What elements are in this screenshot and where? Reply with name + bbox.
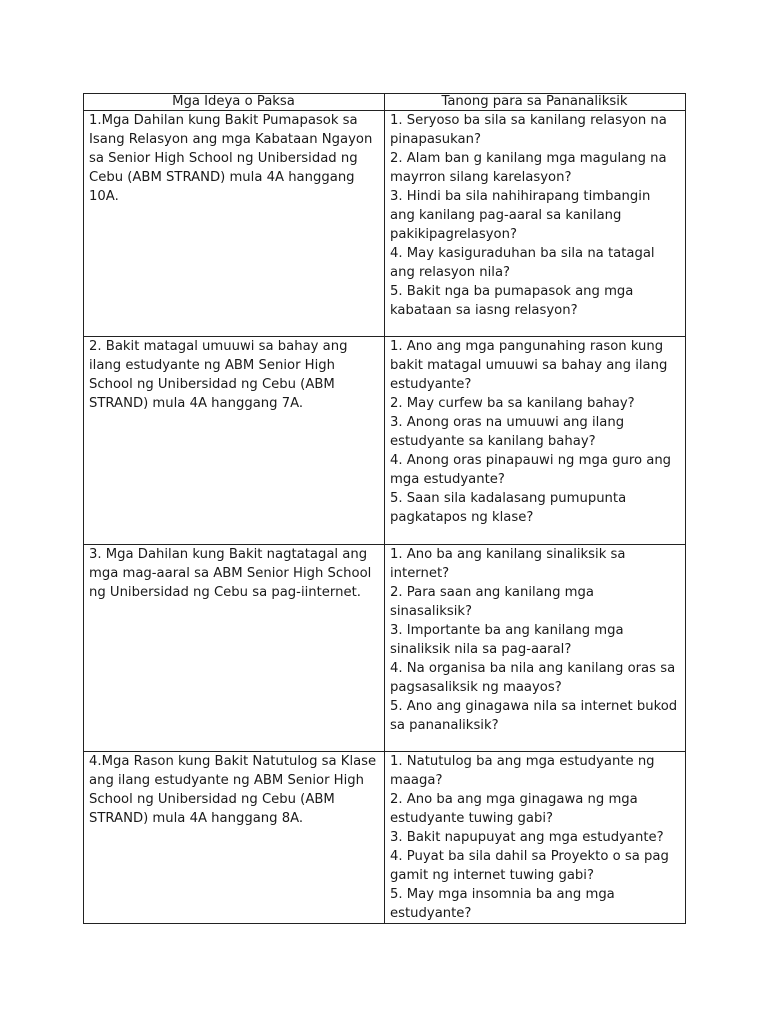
topic-text: 1.Mga Dahilan kung Bakit Pumapasok sa Isang Relasyon ang mga Kabataan Ngayon sa Senior High School ng Unibersidad ng Cebu (ABM STRAND) mula 4A hanggang 10A.: [89, 113, 373, 204]
header-questions: Tanong para sa Pananaliksik: [385, 94, 686, 111]
question-item: 1. Natutulog ba ang mga estudyante ng maaga?: [390, 754, 655, 788]
table-row: [84, 545, 686, 752]
question-item: 3. Anong oras na umuuwi ang ilang estudyante sa kanilang bahay?: [390, 415, 625, 449]
question-item: 2. Para saan ang kanilang mga sinasaliksik?: [390, 585, 594, 619]
question-item: 2. Alam ban g kanilang mga magulang na mayrron silang karelasyon?: [390, 151, 667, 185]
question-item: 3. Importante ba ang kanilang mga sinaliksik nila sa pag-aaral?: [390, 623, 624, 657]
topic-cell: [84, 111, 385, 337]
research-topics-table: [83, 93, 686, 924]
questions-cell: [385, 337, 686, 545]
topic-cell: [84, 752, 385, 924]
table-header-row: [84, 94, 686, 111]
topic-text: 3. Mga Dahilan kung Bakit nagtatagal ang mga mag-aaral sa ABM Senior High School ng Unibersidad ng Cebu sa pag-iinternet.: [89, 547, 372, 600]
question-item: 2. May curfew ba sa kanilang bahay?: [390, 396, 635, 411]
question-item: 1. Ano ba ang kanilang sinaliksik sa internet?: [390, 547, 626, 581]
question-item: 3. Hindi ba sila nahihirapang timbangin ang kanilang pag-aaral sa kanilang pakikipagrelasyon?: [390, 189, 651, 242]
table-row: [84, 752, 686, 924]
topic-text: 4.Mga Rason kung Bakit Natutulog sa Klase ang ilang estudyante ng ABM Senior High School ng Unibersidad ng Cebu (ABM STRAND) mula 4A hanggang 8A.: [89, 754, 377, 826]
topic-text: 2. Bakit matagal umuuwi sa bahay ang ilang estudyante ng ABM Senior High School ng Unibersidad ng Cebu (ABM STRAND) mula 4A hanggang 7A.: [89, 339, 348, 411]
table-row: [84, 337, 686, 545]
questions-cell: [385, 752, 686, 924]
question-item: 2. Ano ba ang mga ginagawa ng mga estudyante tuwing gabi?: [390, 792, 638, 826]
question-item: 5. May mga insomnia ba ang mga estudyante?: [390, 887, 615, 921]
topic-cell: [84, 545, 385, 752]
question-item: 5. Bakit nga ba pumapasok ang mga kabataan sa iasng relasyon?: [390, 284, 634, 318]
topic-cell: [84, 337, 385, 545]
question-item: 4. May kasiguraduhan ba sila na tatagal ang relasyon nila?: [390, 246, 655, 280]
question-item: 5. Saan sila kadalasang pumupunta pagkatapos ng klase?: [390, 491, 627, 525]
question-item: 1. Seryoso ba sila sa kanilang relasyon na pinapasukan?: [390, 113, 667, 147]
question-item: 4. Puyat ba sila dahil sa Proyekto o sa pag gamit ng internet tuwing gabi?: [390, 849, 669, 883]
question-item: 5. Ano ang ginagawa nila sa internet bukod sa pananaliksik?: [390, 699, 678, 733]
questions-cell: [385, 111, 686, 337]
question-item: 3. Bakit napupuyat ang mga estudyante?: [390, 830, 664, 845]
question-item: 1. Ano ang mga pangunahing rason kung bakit matagal umuuwi sa bahay ang ilang estudyante?: [390, 339, 668, 392]
header-topic: Mga Ideya o Paksa: [84, 94, 385, 111]
question-item: 4. Anong oras pinapauwi ng mga guro ang mga estudyante?: [390, 453, 672, 487]
table-row: [84, 111, 686, 337]
question-item: 4. Na organisa ba nila ang kanilang oras sa pagsasaliksik ng maayos?: [390, 661, 676, 695]
questions-cell: [385, 545, 686, 752]
